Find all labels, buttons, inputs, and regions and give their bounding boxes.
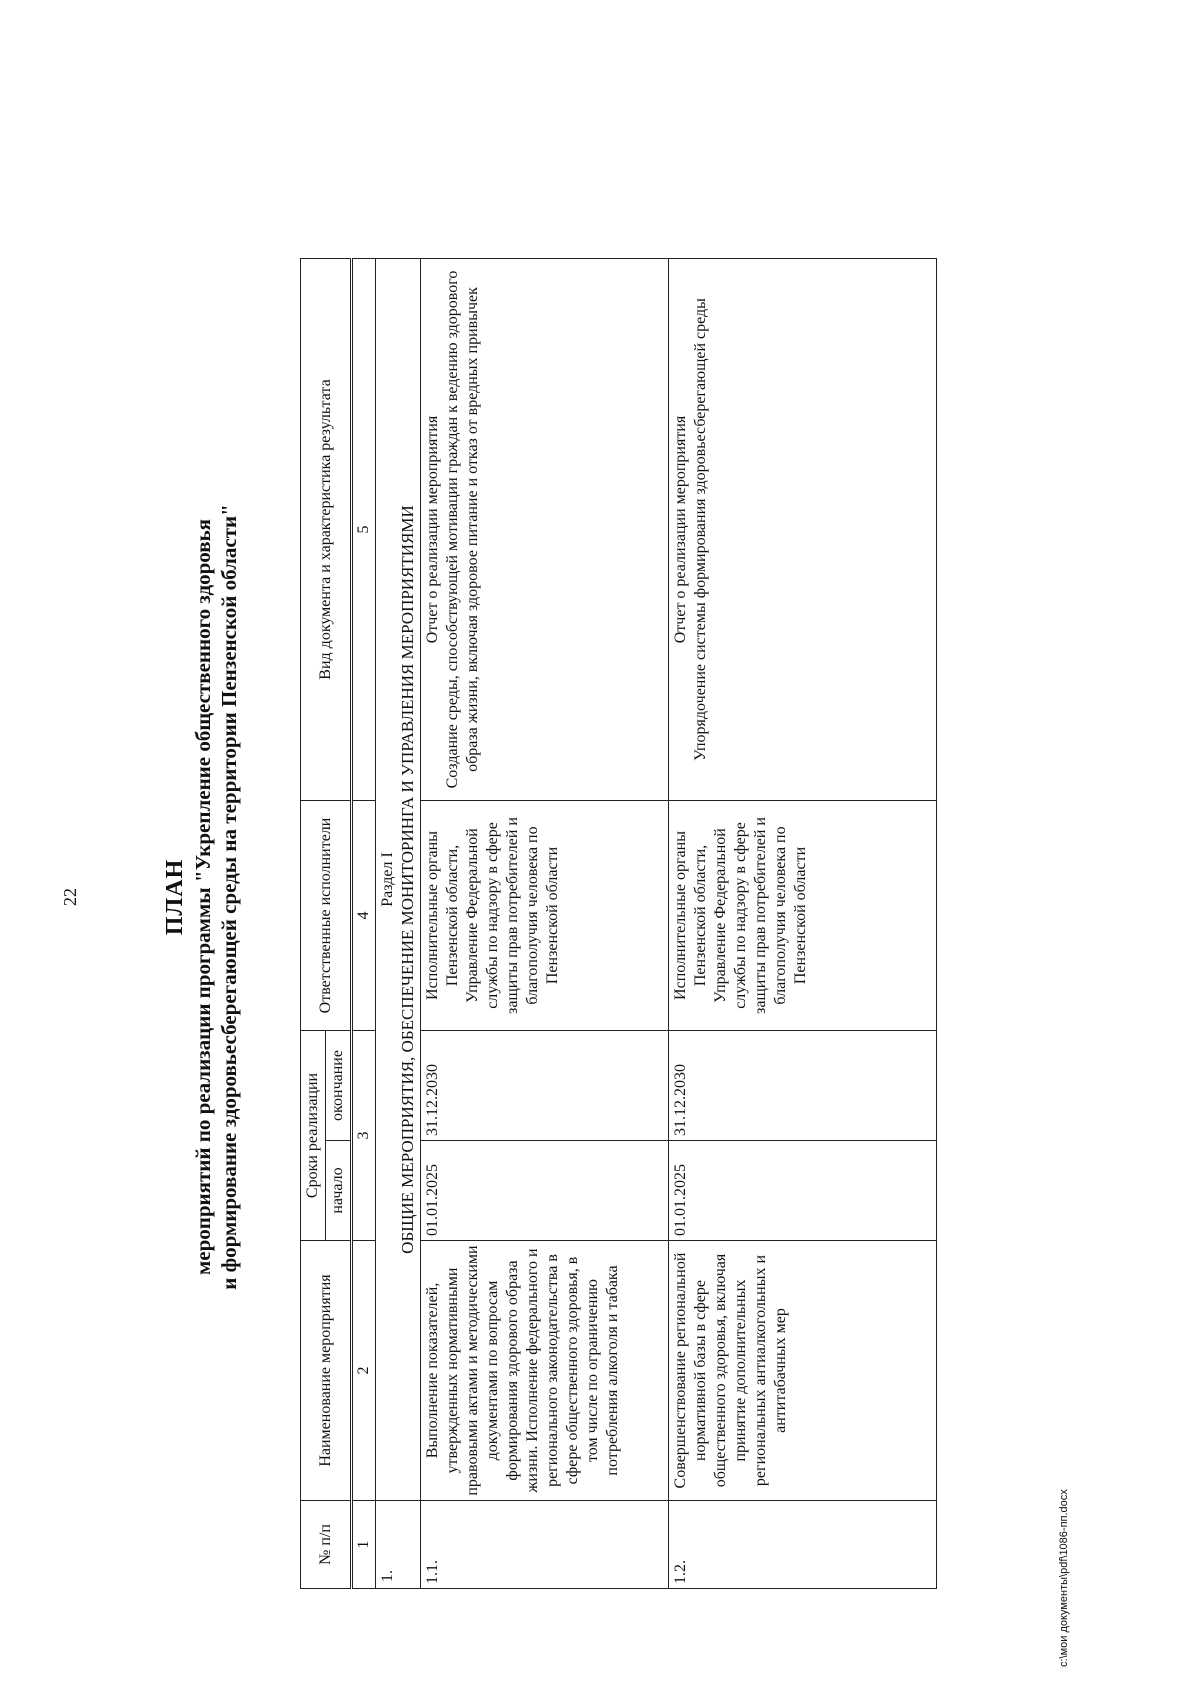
- rotated-page: [0, 97, 1100, 1697]
- header-name: Наименование мероприятия: [301, 1241, 352, 1501]
- section-cell: [376, 258, 421, 1500]
- row-result-desc: Упорядочение системы формирования здоровьесберегающей среды: [692, 298, 709, 761]
- page-number: 22: [60, 888, 80, 906]
- row-result: [421, 258, 669, 800]
- section-num: 1.: [376, 1501, 421, 1589]
- row-num: 1.2.: [669, 1501, 937, 1589]
- row-name: Совершенствование региональной нормативной базы в сфере общественного здоровья, включая принятие дополнительных региональных антиалкогольных и антитабачных мер: [669, 1241, 937, 1501]
- table-header-row: [301, 258, 326, 1588]
- footer-file-path: c:\мои документы\pdf\1086-пп.docx: [1058, 1489, 1070, 1667]
- header-start: начало: [326, 1141, 352, 1241]
- document-title: [160, 97, 242, 1697]
- row-name: Выполнение показателей, утвержденных нормативными правовыми актами и методическими документами по вопросам формирования здорового образа жизни. Исполнение федерального и регионального законодательства в сфере общественного здоровья, в том числе по ограничению потребления алкоголя и табака: [421, 1241, 669, 1501]
- section-title: ОБЩИЕ МЕРОПРИЯТИЯ, ОБЕСПЕЧЕНИЕ МОНИТОРИНГА И УПРАВЛЕНИЯ МЕРОПРИЯТИЯМИ: [398, 505, 417, 1254]
- header-result: Вид документа и характеристика результата: [301, 258, 352, 800]
- row-start: 01.01.2025: [421, 1141, 669, 1241]
- row-result-doc: Отчет о реализации мероприятия: [672, 415, 689, 644]
- row-result-desc: Создание среды, способствующей мотивации граждан к ведению здорового образа жизни, включая здоровое питание и отказ от вредных привычек: [444, 270, 481, 789]
- plan-table: [300, 258, 937, 1589]
- column-number: 5: [352, 258, 376, 800]
- row-end: 31.12.2030: [421, 1030, 669, 1140]
- column-number: 3: [352, 1030, 376, 1240]
- table-row: [669, 258, 937, 1588]
- title-line-3: и формирование здоровьесберегающей среды на территории Пензенской области": [217, 504, 241, 1290]
- column-number: 1: [352, 1501, 376, 1589]
- row-num: 1.1.: [421, 1501, 669, 1589]
- column-number: 4: [352, 800, 376, 1030]
- row-start: 01.01.2025: [669, 1141, 937, 1241]
- header-terms: Сроки реализации: [301, 1030, 326, 1240]
- row-executors: Исполнительные органы Пензенской области, Управление Федеральной службы по надзору в сфере защиты прав потребителей и благополучия человека по Пензенской области: [669, 800, 937, 1030]
- table-row: [421, 258, 669, 1588]
- header-executors: Ответственные исполнители: [301, 800, 352, 1030]
- header-num: № п/п: [301, 1501, 352, 1589]
- row-result: [669, 258, 937, 800]
- title-plan: ПЛАН: [162, 858, 188, 936]
- row-executors: Исполнительные органы Пензенской области, Управление Федеральной службы по надзору в сфере защиты прав потребителей и благополучия человека по Пензенской области: [421, 800, 669, 1030]
- row-end: 31.12.2030: [669, 1030, 937, 1140]
- column-number: 2: [352, 1241, 376, 1501]
- row-result-doc: Отчет о реализации мероприятия: [424, 415, 441, 644]
- column-number-row: [352, 258, 376, 1588]
- header-end: окончание: [326, 1030, 352, 1140]
- section-row: [376, 258, 421, 1588]
- title-line-2: мероприятий по реализации программы "Укрепление общественного здоровья: [191, 518, 215, 1276]
- section-label: Раздел I: [379, 852, 396, 907]
